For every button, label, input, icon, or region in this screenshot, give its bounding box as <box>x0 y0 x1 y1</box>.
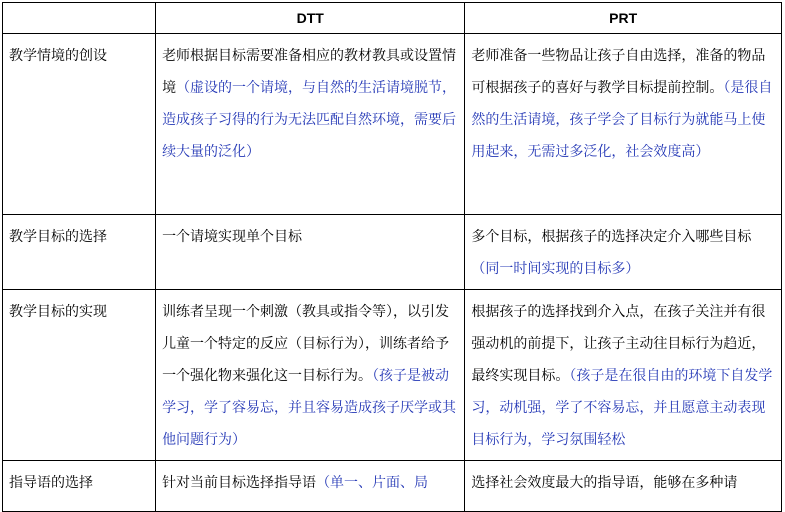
dtt-cell <box>156 290 465 461</box>
table-row <box>3 215 782 290</box>
prt-text: 老师准备一些物品让孩子自由选择，准备的物品可根据孩子的喜好与教学目标提前控制。 <box>471 48 766 96</box>
dtt-cell <box>156 215 465 290</box>
table-row <box>3 34 782 215</box>
dtt-text: 一个请境实现单个目标 <box>162 229 303 245</box>
prt-cell <box>465 290 782 461</box>
prt-cell <box>465 215 782 290</box>
dtt-note: （虚设的一个请境，与自然的生活请境脱节，造成孩子习得的行为无法匹配自然环境，需要后续大量的泛化） <box>162 80 457 160</box>
prt-cell <box>465 34 782 215</box>
header-row <box>3 3 782 34</box>
row-label: 教学情境的创设 <box>3 34 156 215</box>
row-label: 教学目标的实现 <box>3 290 156 461</box>
row-label: 教学目标的选择 <box>3 215 156 290</box>
dtt-text: 针对当前目标选择指导语 <box>162 475 317 491</box>
prt-cell <box>465 461 782 512</box>
prt-note: （是很自然的生活请境，孩子学会了目标行为就能马上使用起来，无需过多泛化，社会效度高） <box>471 80 773 160</box>
table-row <box>3 290 782 461</box>
dtt-note: （单一、片面、局 <box>316 475 429 491</box>
dtt-cell <box>156 34 465 215</box>
prt-note: （孩子是在很自由的环境下自发学习，动机强，学了不容易忘，并且愿意主动表现目标行为，学习氛围轻松 <box>471 368 773 448</box>
prt-note: （同一时间实现的目标多） <box>471 261 640 277</box>
header-dtt: DTT <box>156 3 465 34</box>
dtt-cell <box>156 461 465 512</box>
prt-text: 多个目标，根据孩子的选择决定介入哪些目标 <box>471 229 752 245</box>
dtt-note: （孩子是被动学习，学了容易忘，并且容易造成孩子厌学或其他问题行为） <box>162 368 457 448</box>
header-prt: PRT <box>465 3 782 34</box>
header-empty-cell <box>3 3 156 34</box>
table-row <box>3 461 782 512</box>
comparison-table <box>2 2 782 512</box>
prt-text: 选择社会效度最大的指导语，能够在多种请 <box>471 475 738 491</box>
row-label: 指导语的选择 <box>3 461 156 512</box>
dtt-text: 老师根据目标需要准备相应的教材教具或设置情境 <box>162 48 457 96</box>
dtt-text: 训练者呈现一个刺激（教具或指令等），以引发儿童一个特定的反应（目标行为），训练者给予一个强化物来强化这一目标行为。 <box>162 304 450 384</box>
prt-text: 根据孩子的选择找到介入点，在孩子关注并有很强动机的前提下，让孩子主动往目标行为趋近，最终实现目标。 <box>471 304 766 384</box>
